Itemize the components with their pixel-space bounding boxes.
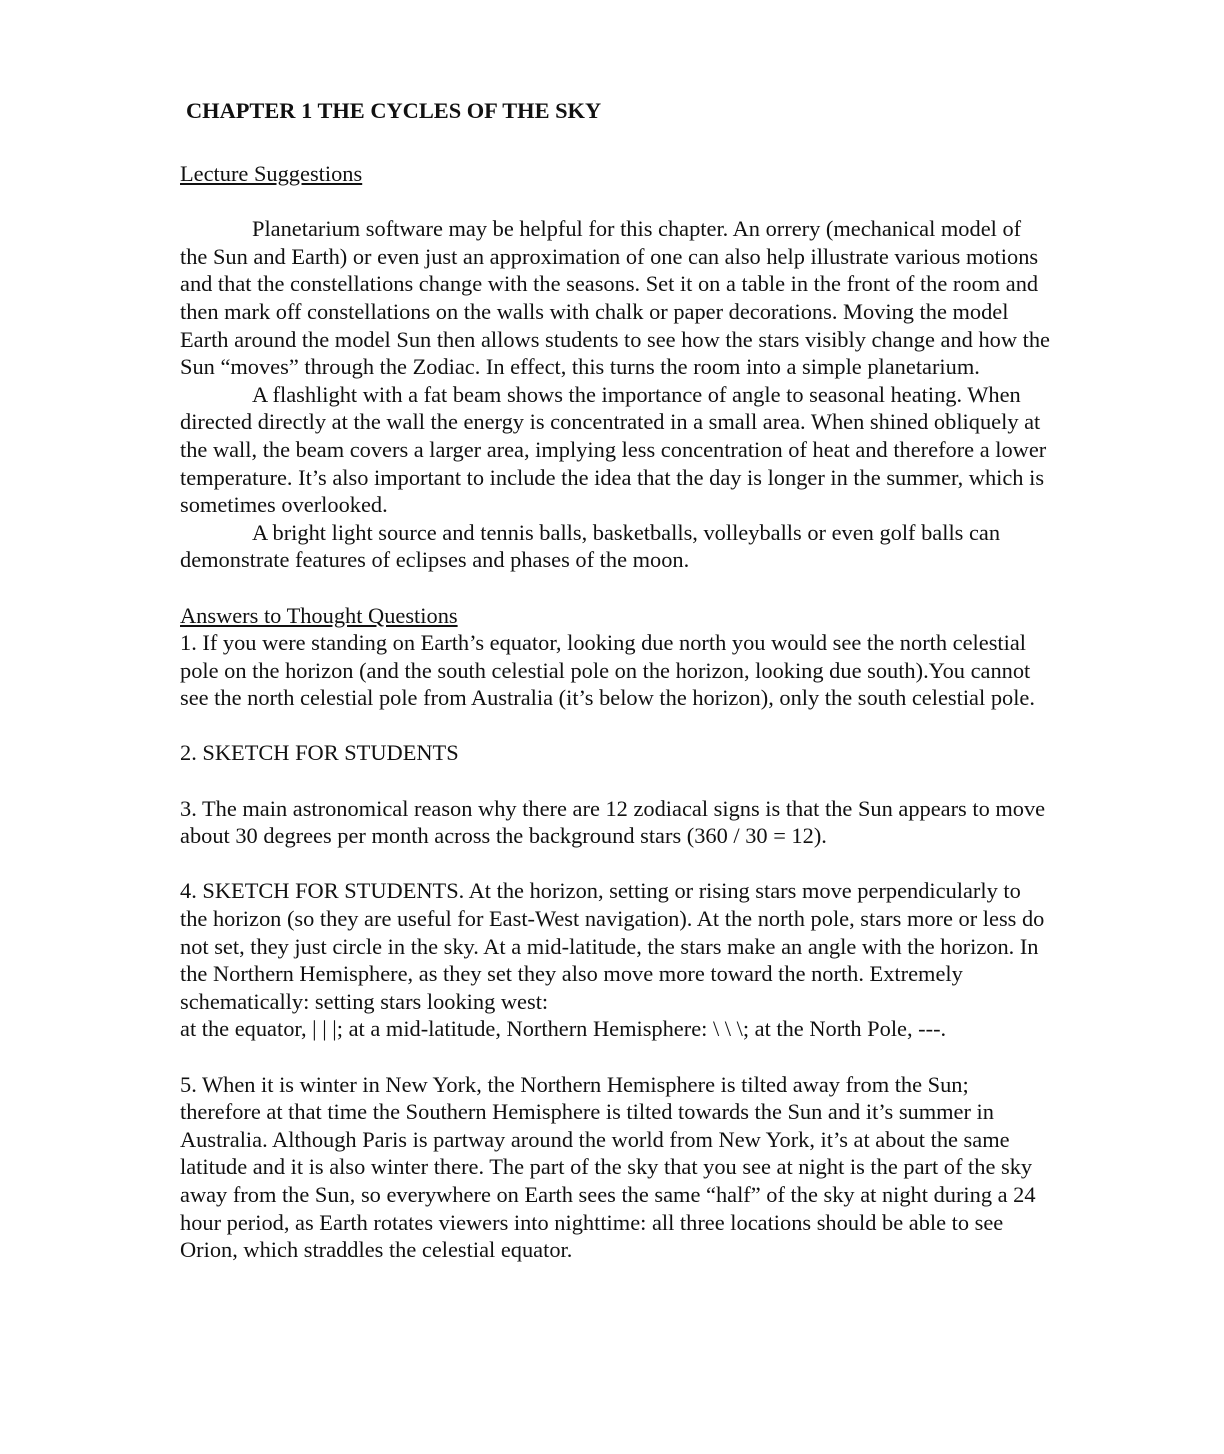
answer-5: 5. When it is winter in New York, the Northern Hemisphere is tilted away from the Sun; therefore at that time the Southern Hemisphere is tilted towards the Sun and it’s summer in Australia. Although Paris is partway around the world from New York, it’s at about the same latitude and it is also winter there. The part of the sky that you see at night is the part of the sky away from the Sun, so everywhere on Earth sees the same “half” of the sky at night during a 24 hour period, as Earth rotates viewers into nighttime: all three locations should be able to see Orion, which straddles the celestial equator. <box>180 1071 1036 1263</box>
lecture-paragraph-3: A bright light source and tennis balls, basketballs, volleyballs or even golf balls can demonstrate features of eclipses and phases of the moon. <box>180 519 1001 573</box>
lecture-paragraph-2: A flashlight with a fat beam shows the importance of angle to seasonal heating. When directed directly at the wall the energy is concentrated in a small area. When shined obliquely at the wall, the beam covers a larger area, implying less concentration of heat and therefore a lower temperature. It’s also important to include the idea that the day is longer in the summer, which is sometimes overlooked. <box>180 381 1047 518</box>
answer-1: 1. If you were standing on Earth’s equator, looking due north you would see the north celestial pole on the horizon (and the south celestial pole on the horizon, looking due south).You cannot see the north celestial pole from Australia (it’s below the horizon), only the south celestial pole. <box>180 630 1035 711</box>
lecture-paragraph-1: Planetarium software may be helpful for this chapter. An orrery (mechanical model of the Sun and Earth) or even just an approximation of one can also help illustrate various motions and that the constellations change with the seasons. Set it on a table in the front of the room and then mark off constellations on the walls with chalk or paper decorations. Moving the model Earth around the model Sun then allows students to see how the stars visibly change and how the Sun “moves” through the Zodiac. In effect, this turns the room into a simple planetarium. <box>180 216 1050 380</box>
lecture-suggestions-heading: Lecture Suggestions <box>180 161 363 186</box>
lecture-suggestions-body <box>180 215 1050 574</box>
answer-2: 2. SKETCH FOR STUDENTS <box>180 740 459 766</box>
answer-3: 3. The main astronomical reason why there are 12 zodiacal signs is that the Sun appears to move about 30 degrees per month across the background stars (360 / 30 = 12). <box>180 795 1046 849</box>
document-page <box>180 96 1050 1264</box>
answer-4-schematic: at the equator, | | |; at a mid-latitude, Northern Hemisphere: \ \ \; at the North Pole, ---. <box>180 1016 947 1042</box>
answers-list <box>180 629 1050 1264</box>
answer-4: 4. SKETCH FOR STUDENTS. At the horizon, setting or rising stars move perpendicularly to the horizon (so they are useful for East-West navigation). At the north pole, stars more or less do not set, they just circle in the sky. At a mid-latitude, the stars make an angle with the horizon. In the Northern Hemisphere, as they set they also move more toward the north. Extremely schematically: setting stars looking west: <box>180 878 1045 1014</box>
chapter-title: CHAPTER 1 THE CYCLES OF THE SKY <box>186 98 602 123</box>
answers-heading: Answers to Thought Questions <box>180 602 458 628</box>
